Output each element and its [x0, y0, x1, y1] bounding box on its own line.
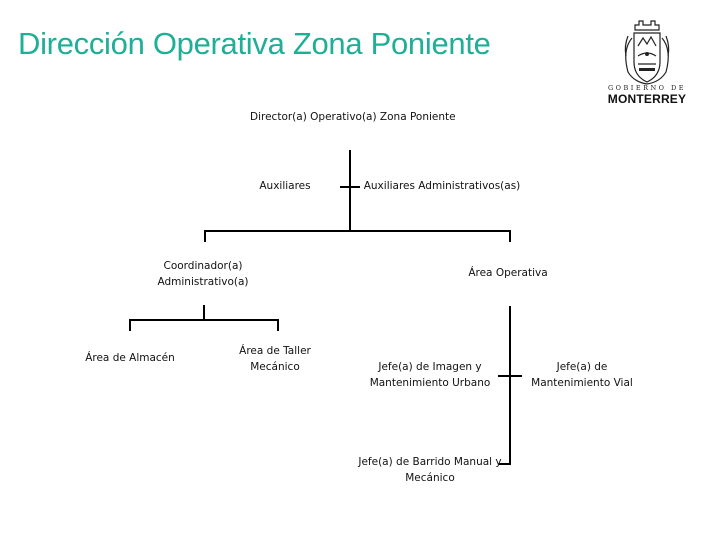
node-director: Director(a) Operativo(a) Zona Poniente: [250, 111, 456, 123]
node-jefe-imagen: Jefe(a) de Imagen y Mantenimiento Urbano: [369, 361, 491, 389]
node-area-taller: Área de Taller Mecánico: [239, 345, 311, 373]
connector-coordinador-up: [204, 230, 206, 242]
node-auxiliares: Auxiliares: [259, 180, 311, 192]
connector-branch-level2: [204, 230, 511, 232]
logo-name: MONTERREY: [607, 92, 687, 106]
node-jefe-barrido: Jefe(a) de Barrido Manual y Mecánico: [358, 456, 502, 484]
connector-coordinador-down: [203, 305, 205, 319]
node-jefe-vial: Jefe(a) de Mantenimiento Vial: [531, 361, 633, 389]
page-title: Dirección Operativa Zona Poniente: [18, 26, 491, 61]
node-area-almacen: Área de Almacén: [85, 352, 175, 364]
connector-branch-level3: [129, 319, 279, 321]
connector-almacen-up: [129, 319, 131, 331]
node-area-operativa: Área Operativa: [468, 267, 548, 279]
connector-jefes: [498, 375, 522, 377]
connector-operativa-down: [509, 306, 511, 464]
connector-director-down: [349, 150, 351, 231]
node-auxiliares-administrativos: Auxiliares Administrativos(as): [363, 180, 521, 192]
node-coordinador: Coordinador(a) Administrativo(a): [157, 260, 249, 288]
connector-taller-up: [277, 319, 279, 331]
logo-subtitle: GOBIERNO DE: [607, 84, 687, 92]
connector-operativa-up: [509, 230, 511, 242]
